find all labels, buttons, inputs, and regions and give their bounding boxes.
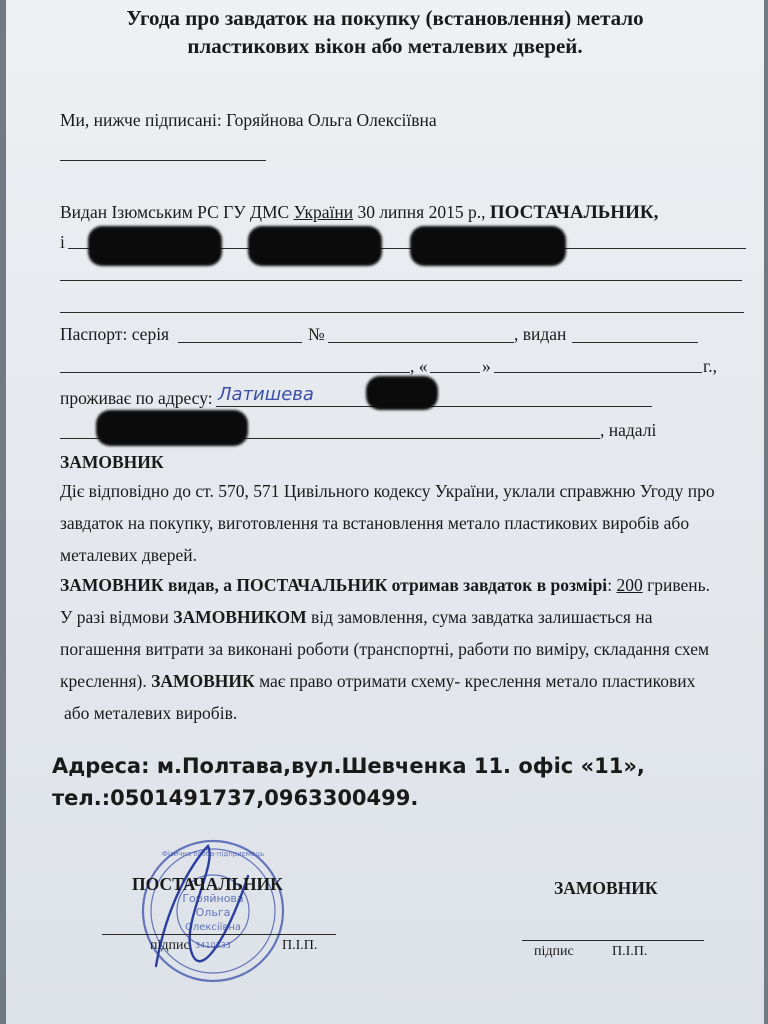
supplier-name-label: П.І.П. <box>282 938 318 953</box>
text-fragment-bold: ЗАМОВНИК <box>151 671 255 691</box>
text-fragment-bold: ЗАМОВНИКОМ <box>173 607 307 627</box>
redaction-mark <box>366 376 438 410</box>
customer-role: ЗАМОВНИК <box>60 452 164 472</box>
text-fragment: креслення). <box>60 671 152 691</box>
body-line: погашення витрати за виконані роботи (транспортні, работи по виміру, складання схем <box>60 639 710 659</box>
year-suffix: г., <box>703 356 717 376</box>
text-fragment: від замовлення, сума завдатка залишається на <box>306 607 653 627</box>
redaction-mark <box>88 226 222 266</box>
address-handwritten: Латишева <box>218 384 314 405</box>
issued-date: 30 липня 2015 р., <box>353 202 490 222</box>
stamp-name-1: Горяйнова <box>182 892 244 905</box>
issued-prefix: Видан Ізюмським РС ГУ ДМС <box>60 202 294 222</box>
passport-issuer-field <box>572 342 698 343</box>
deposit-colon: : <box>607 575 617 595</box>
stamp-outer-text: Фізична особа-підприємець <box>161 850 265 858</box>
deposit-statement: ЗАМОВНИК видав, а ПОСТАЧАЛЬНИК отримав завдаток в розмірі <box>60 575 608 595</box>
body-line <box>60 671 695 692</box>
document-title-line-2: пластикових вікон або металевих дверей. <box>187 34 583 58</box>
body-line: металевих дверей. <box>60 545 197 565</box>
signatories-line: Ми, нижче підписані: Горяйнова Ольга Олексіївна <box>60 110 437 130</box>
body-line: або металевих виробів. <box>64 703 238 723</box>
company-stamp <box>138 836 288 986</box>
quote-open: , « <box>410 356 428 376</box>
hereinafter-label: , надалі <box>600 420 657 440</box>
customer-sign-label: підпис <box>534 944 574 959</box>
body-line <box>60 607 652 628</box>
stamp-name-3: Олексіївна <box>184 922 242 933</box>
blank-line <box>60 160 266 161</box>
issued-line <box>60 202 658 224</box>
contact-address: Адреса: м.Полтава,вул.Шевченка 11. офіс «11», <box>52 754 645 778</box>
blank-line <box>60 280 742 281</box>
passport-issuer-field-2 <box>60 372 410 373</box>
passport-number-label: № <box>308 324 325 344</box>
deposit-amount: 200 <box>616 575 643 595</box>
quote-close: » <box>482 356 491 376</box>
passport-series-label: Паспорт: серія <box>60 324 170 344</box>
passport-issued-label: , видан <box>514 324 567 344</box>
customer-name-label: П.І.П. <box>612 944 648 959</box>
customer-sign-line <box>522 940 704 941</box>
body-line: Діє відповідно до ст. 570, 571 Цивільного кодексу України, уклали справжню Угоду про <box>60 481 715 501</box>
passport-number-field <box>328 342 514 343</box>
supplier-sign-label: підпис <box>150 938 190 953</box>
issued-country: України <box>293 202 354 222</box>
document-title-line-1: Угода про завдаток на покупку (встановлення) метало <box>126 6 644 30</box>
supplier-sign-line <box>102 934 336 935</box>
supplier-role: ПОСТАЧАЛЬНИК, <box>489 202 659 223</box>
body-line: завдаток на покупку, виготовлення та встановлення метало пластикових виробів або <box>60 513 690 533</box>
passport-series-field <box>178 342 302 343</box>
document-page <box>6 0 764 1024</box>
and-label: і <box>60 232 65 252</box>
stamp-code: 3410333 <box>195 941 231 950</box>
day-field <box>430 372 480 373</box>
redaction-mark <box>248 226 382 266</box>
deposit-line <box>60 575 710 596</box>
redaction-mark <box>96 410 248 446</box>
deposit-currency: гривень. <box>642 575 711 595</box>
redaction-mark <box>410 226 566 266</box>
customer-sign-title: ЗАМОВНИК <box>554 878 658 898</box>
supplier-sign-title: ПОСТАЧАЛЬНИК <box>132 874 283 894</box>
address-field <box>216 406 652 407</box>
contact-phones: тел.:0501491737,0963300499. <box>52 786 419 810</box>
month-field <box>494 372 702 373</box>
text-fragment: У разі відмови <box>60 607 174 627</box>
blank-line <box>60 312 744 313</box>
address-label: проживає по адресу: <box>60 388 213 408</box>
stamp-name-2: Ольга <box>195 906 231 919</box>
text-fragment: має право отримати схему- креслення метало пластикових <box>254 671 696 691</box>
